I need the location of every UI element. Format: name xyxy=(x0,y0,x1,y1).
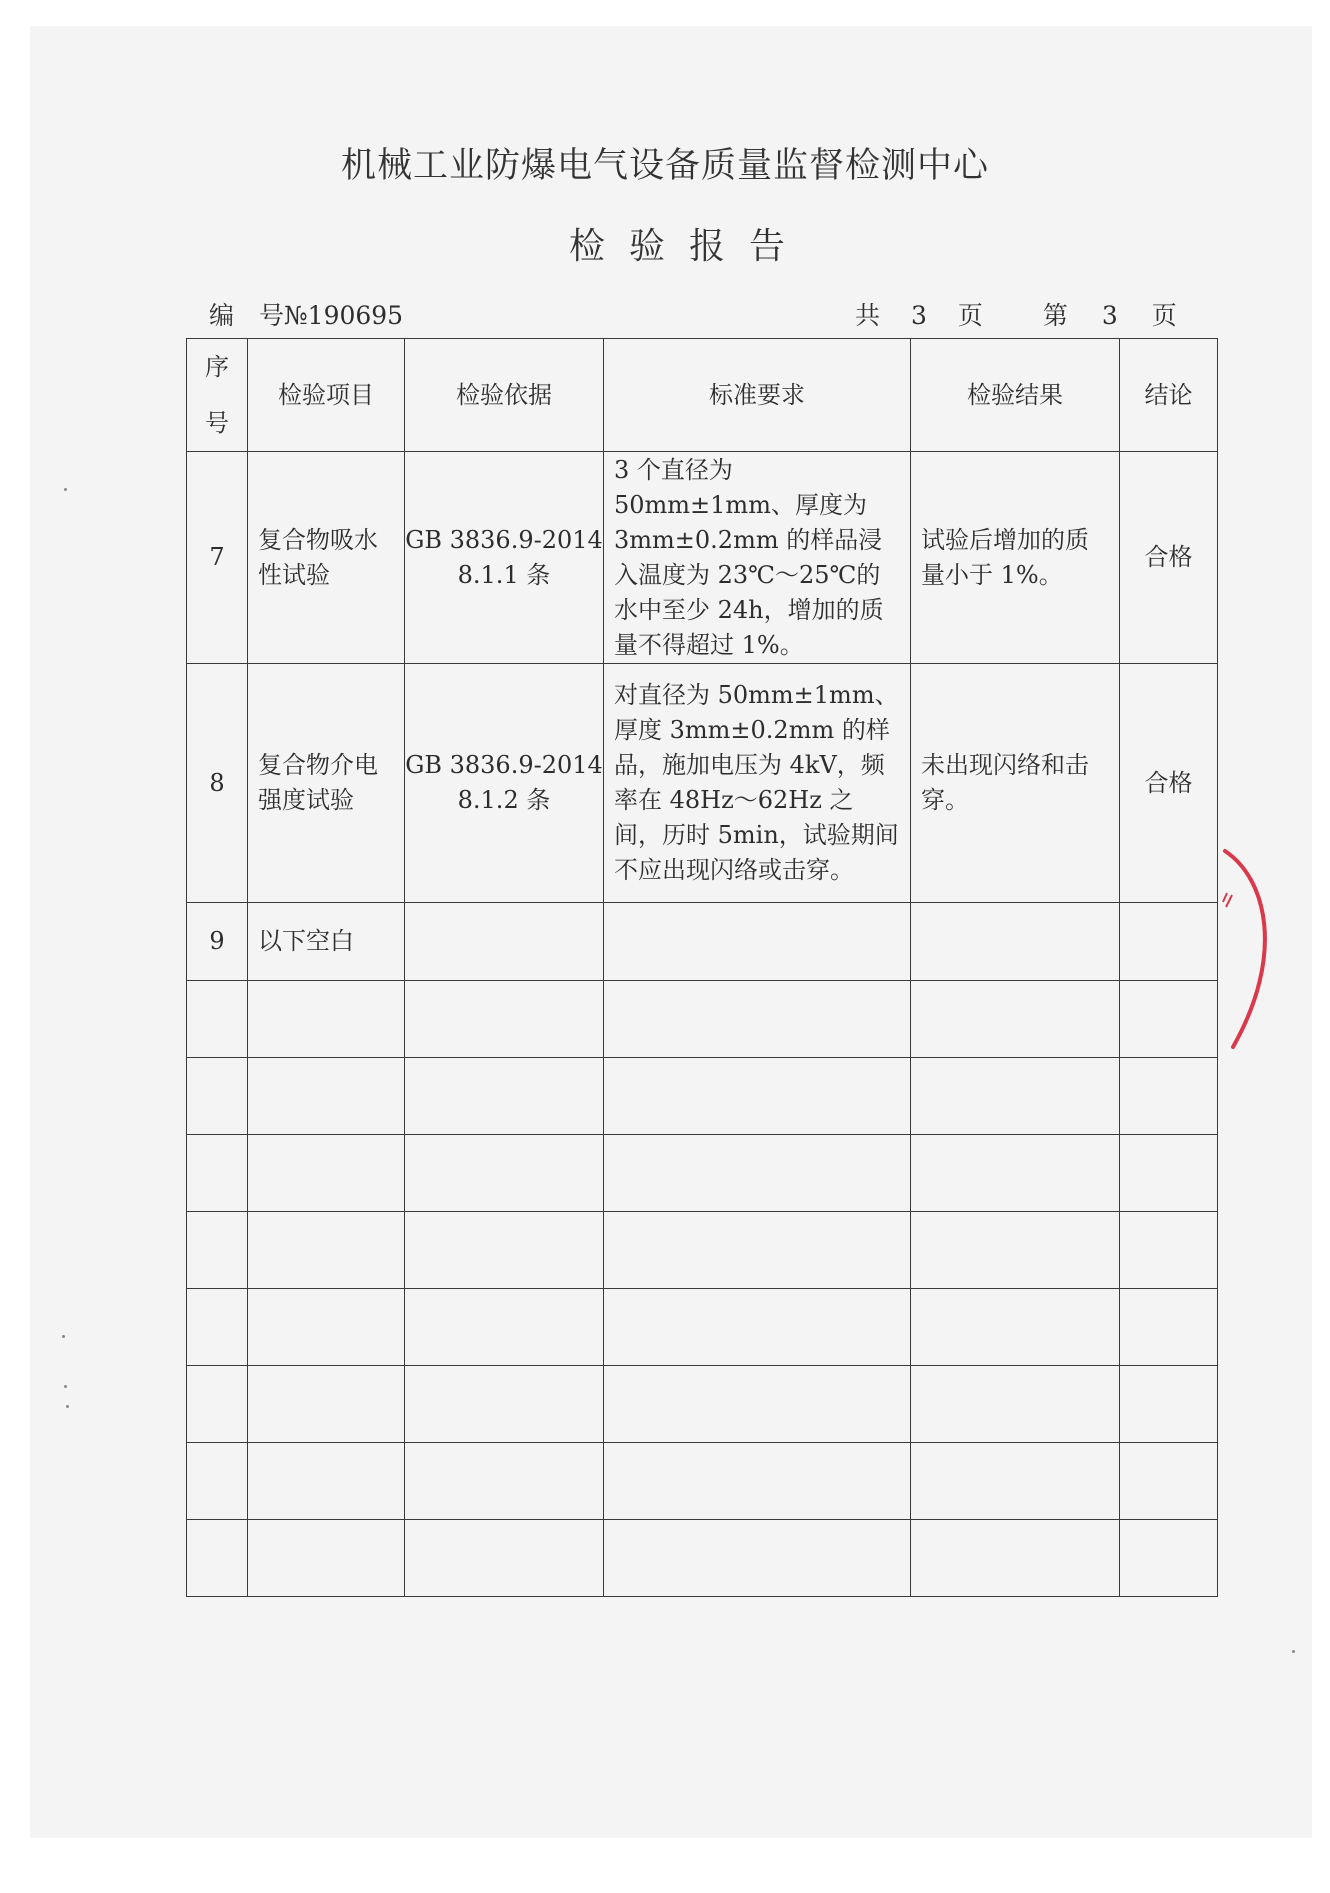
scan-speck xyxy=(64,488,67,491)
row-conclusion: 合格 xyxy=(1120,452,1218,664)
col-header-result: 检验结果 xyxy=(911,339,1120,452)
empty-cell xyxy=(604,1366,911,1443)
empty-cell xyxy=(1120,1289,1218,1366)
empty-cell xyxy=(911,903,1120,981)
empty-cell xyxy=(248,1058,405,1135)
empty-cell xyxy=(604,1289,911,1366)
total-prefix: 共 xyxy=(855,301,881,330)
blank-row xyxy=(187,1520,1218,1597)
page-title: 机械工业防爆电气设备质量监督检测中心 xyxy=(340,146,989,186)
current-page: 3 xyxy=(1101,301,1118,330)
col-header-requirement: 标准要求 xyxy=(604,339,911,452)
empty-cell xyxy=(248,1443,405,1520)
blank-row xyxy=(187,1212,1218,1289)
empty-cell xyxy=(187,1289,248,1366)
empty-cell xyxy=(248,1366,405,1443)
empty-cell xyxy=(405,1289,604,1366)
row-result: 试验后增加的质量小于 1%。 xyxy=(911,452,1120,664)
empty-cell xyxy=(187,1443,248,1520)
empty-cell xyxy=(604,903,911,981)
empty-cell xyxy=(911,1135,1120,1212)
empty-cell xyxy=(248,981,405,1058)
empty-cell xyxy=(911,1058,1120,1135)
empty-cell xyxy=(187,1366,248,1443)
row-result: 未出现闪络和击穿。 xyxy=(911,664,1120,903)
row-seq: 7 xyxy=(187,452,248,664)
empty-cell xyxy=(187,1212,248,1289)
empty-cell xyxy=(405,1058,604,1135)
row-item: 以下空白 xyxy=(248,903,405,981)
empty-cell xyxy=(248,1520,405,1597)
row-item: 复合物吸水性试验 xyxy=(248,452,405,664)
basis-clause: 8.1.2 条 xyxy=(457,786,551,814)
empty-cell xyxy=(604,1135,911,1212)
empty-cell xyxy=(604,1443,911,1520)
empty-cell xyxy=(1120,1135,1218,1212)
table-row xyxy=(187,664,1218,903)
empty-cell xyxy=(911,1212,1120,1289)
row-seq: 8 xyxy=(187,664,248,903)
empty-cell xyxy=(405,903,604,981)
empty-cell xyxy=(911,1520,1120,1597)
empty-cell xyxy=(405,1520,604,1597)
scan-speck xyxy=(64,1385,67,1388)
page-word: 页 xyxy=(957,301,983,330)
table-row xyxy=(187,903,1218,981)
blank-row xyxy=(187,981,1218,1058)
row-conclusion: 合格 xyxy=(1120,664,1218,903)
empty-cell xyxy=(405,981,604,1058)
report-subtitle: 检验报告 xyxy=(568,226,809,267)
empty-cell xyxy=(405,1212,604,1289)
current-prefix: 第 xyxy=(1042,301,1068,330)
empty-cell xyxy=(248,1135,405,1212)
blank-row xyxy=(187,1289,1218,1366)
empty-cell xyxy=(604,1520,911,1597)
empty-cell xyxy=(405,1443,604,1520)
empty-cell xyxy=(911,1366,1120,1443)
col-header-item: 检验项目 xyxy=(248,339,405,452)
empty-cell xyxy=(911,1443,1120,1520)
row-basis xyxy=(405,664,604,903)
inspection-table xyxy=(186,338,1218,1597)
blank-row xyxy=(187,1366,1218,1443)
empty-cell xyxy=(187,981,248,1058)
table-header-row xyxy=(187,339,1218,452)
red-stamp-partial xyxy=(1195,835,1295,1055)
scan-speck xyxy=(66,1405,69,1408)
report-number: 编 号№190695 xyxy=(209,301,404,330)
basis-standard: GB 3836.9-2014 xyxy=(405,525,603,554)
empty-cell xyxy=(911,981,1120,1058)
empty-cell xyxy=(187,1520,248,1597)
row-seq: 9 xyxy=(187,903,248,981)
empty-cell xyxy=(604,1212,911,1289)
row-requirement: 对直径为 50mm±1mm、厚度 3mm±0.2mm 的样品，施加电压为 4kV，频率在 48Hz～62Hz 之间，历时 5min，试验期间不应出现闪络或击穿。 xyxy=(604,664,911,903)
row-requirement: 3 个直径为 50mm±1mm、厚度为 3mm±0.2mm 的样品浸入温度为 23℃～25℃的水中至少 24h，增加的质量不得超过 1%。 xyxy=(604,452,911,664)
empty-cell xyxy=(405,1135,604,1212)
empty-cell xyxy=(604,981,911,1058)
col-header-seq-text: 序 号 xyxy=(205,353,229,437)
col-header-seq xyxy=(187,339,248,452)
col-header-basis: 检验依据 xyxy=(405,339,604,452)
page-word-2: 页 xyxy=(1151,301,1177,330)
empty-cell xyxy=(604,1058,911,1135)
basis-standard: GB 3836.9-2014 xyxy=(405,751,603,779)
table-row xyxy=(187,452,1218,664)
total-pages: 3 xyxy=(911,301,927,330)
row-item: 复合物介电强度试验 xyxy=(248,664,405,903)
empty-cell xyxy=(248,1212,405,1289)
empty-cell xyxy=(911,1289,1120,1366)
basis-clause: 8.1.1 条 xyxy=(457,560,551,589)
empty-cell xyxy=(405,1366,604,1443)
page-counter xyxy=(855,296,1177,332)
blank-row xyxy=(187,1058,1218,1135)
empty-cell xyxy=(248,1289,405,1366)
empty-cell xyxy=(187,1135,248,1212)
row-basis xyxy=(405,452,604,664)
empty-cell xyxy=(1120,1443,1218,1520)
blank-row xyxy=(187,1443,1218,1520)
col-header-conclusion: 结论 xyxy=(1120,339,1218,452)
empty-cell xyxy=(1120,1212,1218,1289)
blank-row xyxy=(187,1135,1218,1212)
empty-cell xyxy=(187,1058,248,1135)
empty-cell xyxy=(1120,1520,1218,1597)
scan-speck xyxy=(62,1335,65,1338)
empty-cell xyxy=(1120,1366,1218,1443)
scan-speck xyxy=(1292,1650,1295,1653)
empty-cell xyxy=(1120,1058,1218,1135)
